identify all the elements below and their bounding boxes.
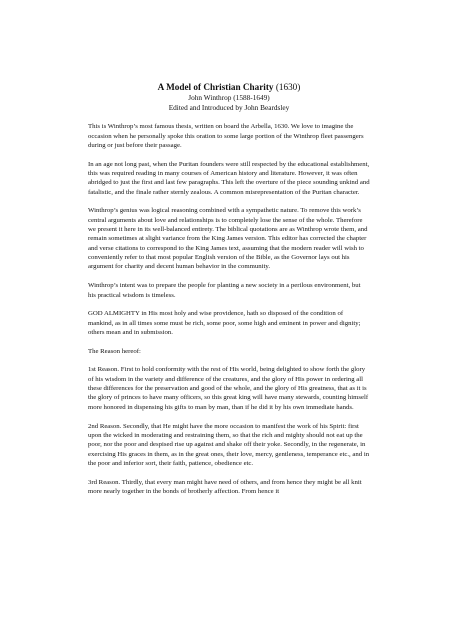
paragraph: The Reason hereof: bbox=[88, 347, 141, 355]
editor-line: Edited and Introduced by John Beardsley bbox=[168, 102, 290, 112]
author-line: John Winthrop (1588-1649) bbox=[188, 93, 270, 102]
paragraph: Winthrop’s genius was logical reasoning combined with a sympathetic nature. To remove this work’s central arguments about love and relationships is to completely lose the sense of the whole. Therefore we present it here in its well-balanced entirety. The biblical quotations are as Winthrop wrote them, and remain sometimes at slight variance from the King James version. This editor has corrected the chapter and verse citations to correspond to the King James text, assuming that the modern reader will wish to conveniently refer to that most popular English version of the Bible, as the Governor lays out his argument for charity and decent human behavior in the community. bbox=[88, 207, 368, 271]
paragraph: This is Winthrop’s most famous thesis, written on board the Arbella, 1630. We love to imagine the occasion when he personally spoke this oration to some large portion of the Winthrop fleet passengers during or just before their passage. bbox=[88, 123, 364, 149]
title-year: (1630) bbox=[275, 82, 301, 92]
document-page bbox=[88, 82, 370, 506]
paragraph: 2nd Reason. Secondly, that He might have the more occasion to manifest the work of his Spirit: first upon the wicked in moderating and restraining them, so that the rich and mighty should not eat up the poor, nor the poor and despised rise up against and shake off their yoke. Secondly, in the regenerate, in exercising His graces in them, as in the great ones, their love, mercy, gentleness, temperance etc., and in the poor and inferior sort, their faith, patience, obedience etc. bbox=[88, 422, 370, 467]
document-title bbox=[88, 82, 370, 93]
paragraph: 3rd Reason. Thirdly, that every man might have need of others, and from hence they might be all knit more nearly together in the bonds of brotherly affection. From hence it bbox=[88, 478, 362, 495]
paragraph: Winthrop’s intent was to prepare the people for planting a new society in a perilous environment, but his practical wisdom is timeless. bbox=[88, 282, 361, 299]
title-main: A Model of Christian Charity bbox=[157, 82, 274, 92]
paragraph: GOD ALMIGHTY in His most holy and wise providence, hath so disposed of the condition of mankind, as in all times some must be rich, some poor, some high and eminent in power and dignity; others mean and in submission. bbox=[88, 310, 361, 336]
paragraph: 1st Reason. First to hold conformity with the rest of His world, being delighted to show forth the glory of his wisdom in the variety and difference of the creatures, and the glory of His power in ordering all these differences for the preservation and good of the whole, and the glory of His greatness, that as it is the glory of princes to have many officers, so this great king will have many stewards, counting himself more honored in dispensing his gifts to man by man, than if he did it by his own immediate hands. bbox=[88, 366, 369, 411]
paragraph: In an age not long past, when the Puritan founders were still respected by the educational establishment, this was required reading in many courses of American history and literature. However, it was often abridged to just the first and last few paragraphs. This left the overture of the piece sounding unkind and fatalistic, and the finale rather sternly zealous. A common misrepresentation of the Puritan character. bbox=[88, 160, 370, 196]
document-body bbox=[88, 122, 370, 496]
